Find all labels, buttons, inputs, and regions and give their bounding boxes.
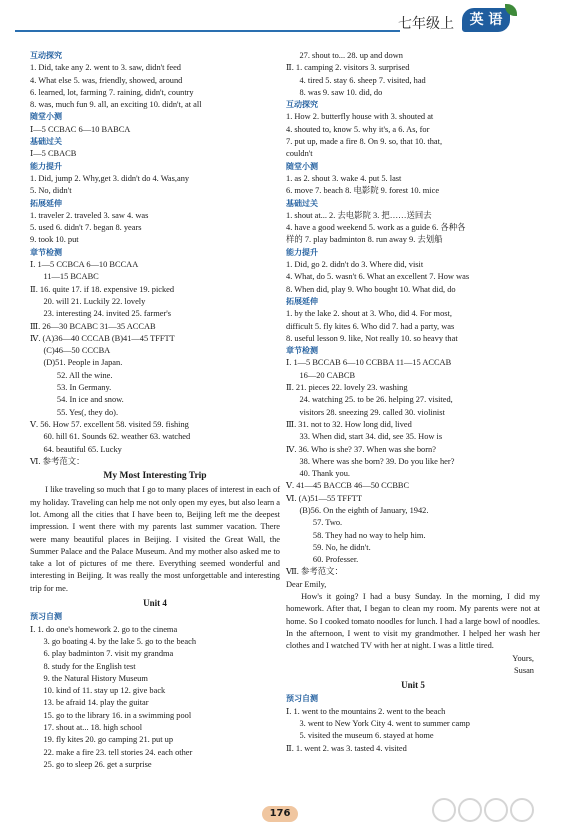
answer-line: 1. by the lake 2. shout at 3. Who, did 4. For most, (286, 309, 452, 319)
answer-line: 60. Professer. (312, 555, 359, 565)
answer-line: 15. go to the library 16. in a swimming pool (43, 710, 192, 720)
answer-line: 4. What, do 5. wasn't 6. What an excellent 7. How was (286, 272, 470, 282)
answer-line: 40. Thank you. (299, 469, 350, 479)
answer-line: difficult 5. fly kites 6. Who did 7. had a party, was (286, 321, 455, 331)
answer-line: 8. When did, play 9. Who bought 10. What did, do (286, 284, 456, 294)
section-heading: 互动探究 (30, 51, 62, 60)
answer-line: 4. shouted to, know 5. why it's, a 6. As, for (286, 124, 430, 134)
answer-line: 53. In Germany. (56, 383, 112, 393)
answer-line: 13. be afraid 14. play the guitar (43, 698, 149, 708)
unit-title: Unit 5 (401, 680, 425, 691)
section-heading: 能力提升 (286, 247, 318, 257)
answer-line: 52. All the wine. (56, 370, 113, 380)
answer-line: 7. put up, made a fire 8. On 9. so, that 10. that, (286, 137, 443, 147)
answer-line: Ⅰ. 1. went to the mountains 2. went to the beach (286, 706, 446, 716)
answer-line: Ⅴ. 56. How 57. excellent 58. visited 59. fishing (30, 419, 189, 429)
right-column (286, 50, 540, 755)
page-number: 176 (262, 806, 298, 822)
answer-line: 16—20 CABCB (299, 370, 356, 380)
answer-line: Ⅳ. (A)36—40 CCCAB (B)41—45 TFFTT (30, 333, 175, 343)
answer-line: 60. hill 61. Sounds 62. weather 63. watched (43, 432, 191, 442)
answer-line: 1. How 2. butterfly house with 3. shouted at (286, 112, 434, 122)
answer-line: Dear Emily, (286, 579, 327, 589)
answer-line: 24. watching 25. to be 26. helping 27. visited, (299, 395, 453, 405)
watermark-logo (430, 790, 550, 830)
answer-line: 55. Yes(, they do). (56, 407, 119, 417)
answer-line: 1. traveler 2. traveled 3. saw 4. was (30, 210, 149, 220)
answer-line: Ⅶ. 参考范文： (286, 567, 343, 577)
page-header (0, 0, 563, 40)
answer-line: (C)46—50 CCCBA (43, 346, 111, 356)
answer-line: 1. shout at... 2. 去电影院 3. 把……送回去 (286, 210, 432, 220)
header-rule (15, 30, 400, 32)
answer-line: 9. the Natural History Museum (43, 673, 148, 683)
section-heading: 章节检测 (286, 346, 318, 356)
answer-line: 3. go boating 4. by the lake 5. go to the beach (43, 636, 197, 646)
section-heading: 随堂小测 (286, 161, 318, 171)
answer-line: 38. Where was she born? 39. Do you like her? (299, 456, 455, 466)
answer-line: Ⅴ. 41—45 BACCB 46—50 CCBBC (286, 481, 410, 491)
answer-line: 5. No, didn't (30, 186, 72, 196)
section-heading: 拓展延伸 (30, 198, 62, 208)
answer-line: 11—15 BCABC (43, 272, 99, 282)
answer-line: 54. In ice and snow. (56, 395, 124, 405)
essay-paragraph: I like traveling so much that I go to many places of interest in each of my holiday. Traveling can help me not only open my eyes, but also learn a lot. Among all the cities that I have been to, Beijing left me the deepest impression. I went there with my parents last summer vacation. There were many beautiful places in Beijing. I visited the Great Wall, the Summer Palace and the Palace Museum. And my mother also asked me to take a lot of pictures of me there. Everything seemed wonderful and interesting in Beijing. It was really the most unforgettable and interesting trip for me. (30, 485, 280, 593)
section-heading: 基础过关 (30, 137, 62, 147)
answer-line: 9. took 10. put (30, 235, 79, 245)
answer-line: 27. shout to... 28. up and down (299, 51, 403, 60)
signature-line: Susan (513, 665, 534, 675)
answer-line: Ⅰ—5 CCBAC 6—10 BABCA (30, 124, 131, 134)
answer-line: visitors 28. sneezing 29. called 30. violinist (299, 407, 445, 417)
answer-line: 5. visited the museum 6. stayed at home (299, 731, 434, 741)
subject-badge: 英 语 (462, 8, 510, 32)
essay-paragraph: How's it going? I had a busy Sunday. In the morning, I did my homework. After that, I began to clean my room. My parents were not at home. So I cooked tomato noodles for lunch. I had a large bowl of noodles. In the afternoon, I went to visit my grandmother. I helped her wash her clothes and I watched TV with her at night. I was a little tired. (286, 592, 540, 651)
answer-line: 25. go to sleep 26. get a surprise (43, 759, 152, 769)
answer-line: 1. Did, take any 2. went to 3. saw, didn't feed (30, 63, 181, 73)
answer-line: 1. Did, jump 2. Why,get 3. didn't do 4. Was,any (30, 173, 190, 183)
answer-line: 57. Two. (312, 518, 343, 528)
answer-line: Ⅳ. 36. Who is she? 37. When was she born? (286, 444, 436, 454)
answer-line: 样的 7. play badminton 8. run away 9. 去划船 (286, 235, 443, 245)
answer-line: Ⅱ. 21. pieces 22. lovely 23. washing (286, 383, 408, 393)
answer-line: 64. beautiful 65. Lucky (43, 444, 122, 454)
answer-line: 8. study for the English test (43, 661, 136, 671)
section-heading: 预习自测 (30, 612, 62, 622)
answer-line: Ⅱ. 16. quite 17. if 18. expensive 19. picked (30, 284, 175, 294)
answer-line: Ⅲ. 31. not to 32. How long did, lived (286, 419, 412, 429)
answer-line: 4. tired 5. stay 6. sheep 7. visited, had (299, 75, 426, 85)
section-heading: 随堂小测 (30, 112, 62, 122)
answer-line: Ⅲ. 26—30 BCABC 31—35 ACCAB (30, 321, 156, 331)
unit-title: Unit 4 (143, 598, 167, 609)
answer-line: 59. No, he didn't. (312, 542, 371, 552)
answer-line: 6. play badminton 7. visit my grandma (43, 649, 174, 659)
answer-line: 8. was, much fun 9. all, an exciting 10. didn't, at all (30, 100, 202, 110)
answer-line: couldn't (286, 149, 313, 159)
answer-line: Ⅵ. 参考范文： (30, 456, 85, 466)
section-heading: 基础过关 (286, 198, 318, 208)
answer-line: 4. have a good weekend 5. work as a guide 6. 各种各 (286, 223, 466, 233)
answer-line: 6. learned, lot, farming 7. raining, didn't, country (30, 87, 194, 97)
answer-line: 10. kind of 11. stay up 12. give back (43, 686, 166, 696)
section-heading: 拓展延伸 (286, 296, 318, 306)
answer-line: 8. useful lesson 9. like, Not really 10. so heavy that (286, 333, 458, 343)
answer-line: Ⅰ. 1—5 CCBCA 6—10 BCCAA (30, 260, 139, 270)
answer-line: (B)56. On the eighth of January, 1942. (299, 505, 429, 515)
answer-line: 23. interesting 24. invited 25. farmer's (43, 309, 172, 319)
left-column (30, 50, 280, 771)
answer-line: 1. as 2. shout 3. wake 4. put 5. last (286, 173, 402, 183)
answer-line: (D)51. People in Japan. (43, 358, 123, 368)
answer-line: Ⅰ—5 CBACB (30, 149, 77, 159)
answer-line: Ⅰ. 1. do one's homework 2. go to the cinema (30, 624, 178, 634)
section-heading: 章节检测 (30, 247, 62, 257)
answer-line: 6. move 7. beach 8. 电影院 9. forest 10. mice (286, 186, 440, 196)
answer-line: 5. used 6. didn't 7. began 8. years (30, 223, 142, 233)
answer-line: Ⅵ. (A)51—55 TFFTT (286, 493, 362, 503)
answer-line: 1. Did, go 2. didn't do 3. Where did, visit (286, 260, 424, 270)
section-heading: 预习自测 (286, 694, 318, 704)
section-heading: 互动探究 (286, 100, 318, 110)
answer-line: 8. was 9. saw 10. did, do (299, 87, 383, 97)
answer-line: 19. fly kites 20. go camping 21. put up (43, 735, 174, 745)
answer-line: 33. When did, start 34. did, see 35. How is (299, 432, 443, 442)
answer-line: 4. What else 5. was, friendly, showed, around (30, 75, 183, 85)
signature-line: Yours, (512, 653, 534, 663)
section-heading: 能力提升 (30, 161, 62, 171)
answer-line: 3. went to New York City 4. went to summer camp (299, 719, 470, 729)
answer-line: 20. will 21. Luckily 22. lovely (43, 296, 146, 306)
answer-line: Ⅱ. 1. camping 2. visitors 3. surprised (286, 63, 410, 73)
essay-title: My Most Interesting Trip (103, 471, 207, 482)
grade-label: 七年级上 (398, 16, 454, 32)
answer-line: 58. They had no way to help him. (312, 530, 426, 540)
answer-line: 22. make a fire 23. tell stories 24. each other (43, 747, 193, 757)
answer-line: Ⅱ. 1. went 2. was 3. tasted 4. visited (286, 743, 407, 753)
answer-line: Ⅰ. 1—5 BCCAB 6—10 CCBBA 11—15 ACCAB (286, 358, 452, 368)
answer-line: 17. shout at... 18. high school (43, 723, 143, 733)
